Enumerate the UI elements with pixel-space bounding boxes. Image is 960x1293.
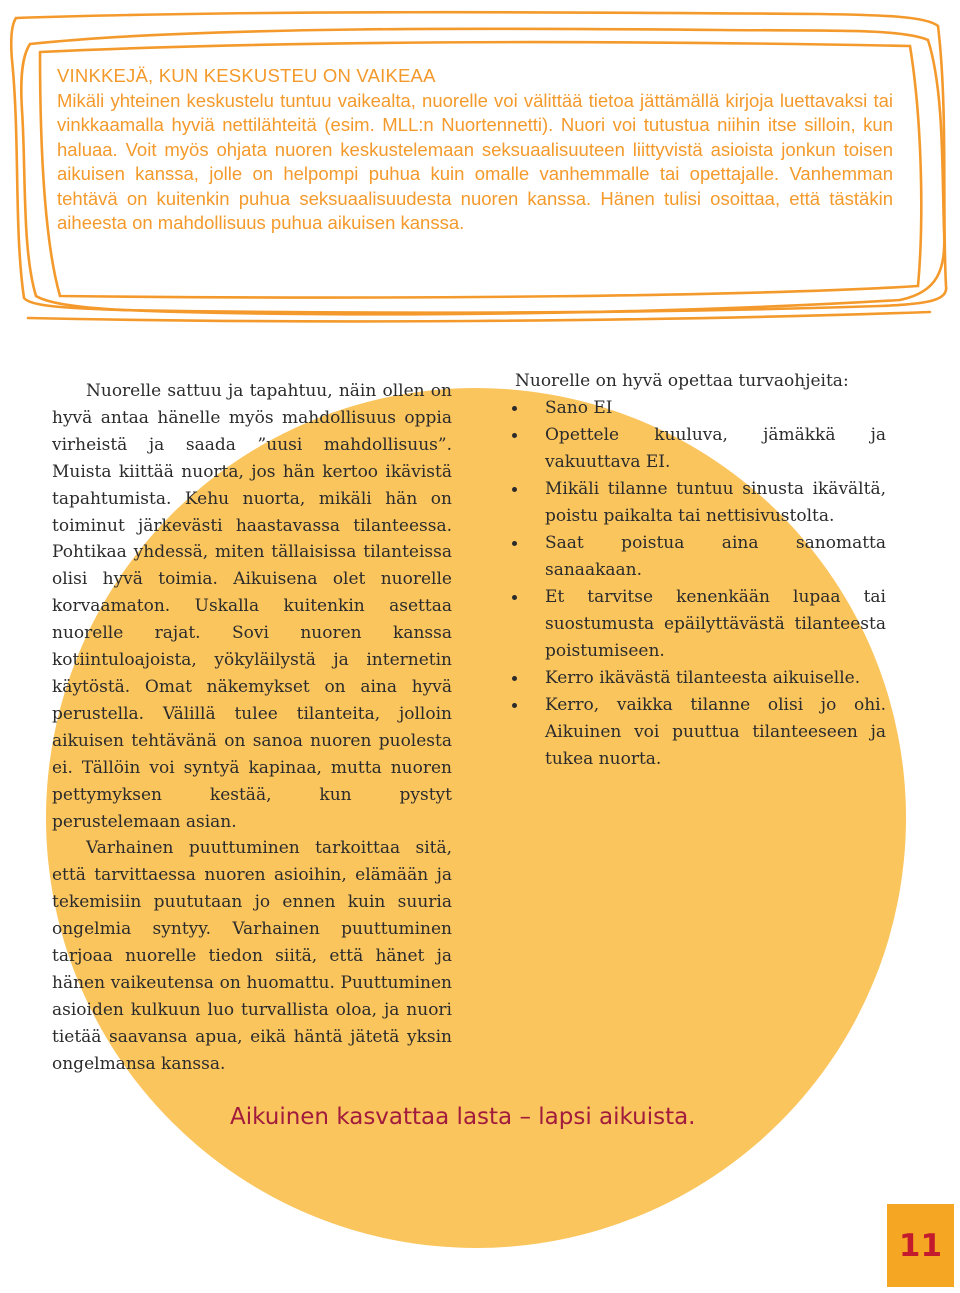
safety-tips-lead: Nuorelle on hyvä opettaa turvaohjeita:	[515, 371, 849, 391]
tips-box	[57, 64, 893, 236]
tips-body: Mikäli yhteinen keskustelu tuntuu vaikealta, nuorelle voi välittää tietoa jättämällä kirjoja luettavaksi tai vinkkaamalla hyviä nettilähteitä (esim. MLL:n Nuortennetti). Nuori voi tutustua niihin itse silloin, kun haluaa. Voit myös ohjata nuoren keskustelemaan seksuaalisuuteen liittyvistä asioista jonkun toisen aikuisen kanssa, jolle on helpompi puhua kuin omalle vanhemmalle tai opettajalle. Vanhemman tehtävä on kuitenkin puhua seksuaalisuudesta nuoren kanssa. Hänen tulisi osoittaa, että tästäkin aiheesta on mahdollisuus puhua aikuisen kanssa.	[57, 89, 893, 233]
list-item: Mikäli tilanne tuntuu sinusta ikävältä, poistu paikalta tai nettisivustolta.	[512, 476, 886, 530]
page-number-box	[887, 1204, 954, 1287]
paragraph: Varhainen puuttuminen tarkoittaa sitä, että tarvittaessa nuoren asioihin, elämään ja tekemisiin puututaan jo ennen kuin suuria ongelmia syntyy. Varhainen puuttuminen tarjoaa nuorelle tiedon siitä, että hänet ja hänen vaikeutensa on huomattu. Puuttuminen asioiden kulkuun luo turvallista oloa, ja nuori tietää saavansa apua, eikä häntä jätetä yksin ongelmansa kanssa.	[52, 838, 452, 1074]
left-column	[52, 378, 452, 1078]
right-column	[512, 368, 886, 773]
list-item: Opettele kuuluva, jämäkkä ja vakuuttava EI.	[512, 422, 886, 476]
safety-tips-list	[512, 395, 886, 773]
paragraph: Nuorelle sattuu ja tapahtuu, näin ollen on hyvä antaa hänelle myös mahdollisuus oppia virheistä ja saada ”uusi mahdollisuus”. Muista kiittää nuorta, jos hän kertoo ikävistä tapahtumista. Kehu nuorta, mikäli hän on toiminut järkevästi haastavassa tilanteessa. Pohtikaa yhdessä, miten tällaisissa tilanteissa olisi hyvä toimia. Aikuisena olet nuorelle korvaamaton. Uskalla kuitenkin asettaa nuorelle rajat. Sovi nuoren kanssa kotiintuloajoista, yökyläilystä ja internetin käytöstä. Omat näkemykset on aina hyvä perustella. Välillä tulee tilanteita, jolloin aikuisen tehtävänä on sanoa nuoren puolesta ei. Tällöin voi syntyä kapinaa, mutta nuoren pettymyksen kestää, kun pystyt perustelemaan asian.	[52, 381, 452, 832]
list-item: Kerro, vaikka tilanne olisi jo ohi. Aikuinen voi puuttua tilanteeseen ja tukea nuorta.	[512, 692, 886, 773]
list-item: Sano EI	[512, 395, 886, 422]
page-number: 11	[898, 1227, 943, 1264]
list-item: Kerro ikävästä tilanteesta aikuiselle.	[512, 665, 886, 692]
slogan: Aikuinen kasvattaa lasta – lapsi aikuista.	[230, 1104, 696, 1130]
list-item: Saat poistua aina sanomatta sanaakaan.	[512, 530, 886, 584]
list-item: Et tarvitse kenenkään lupaa tai suostumusta epäilyttävästä tilanteesta poistumiseen.	[512, 584, 886, 665]
tips-heading: VINKKEJÄ, KUN KESKUSTEU ON VAIKEAA	[57, 65, 436, 86]
